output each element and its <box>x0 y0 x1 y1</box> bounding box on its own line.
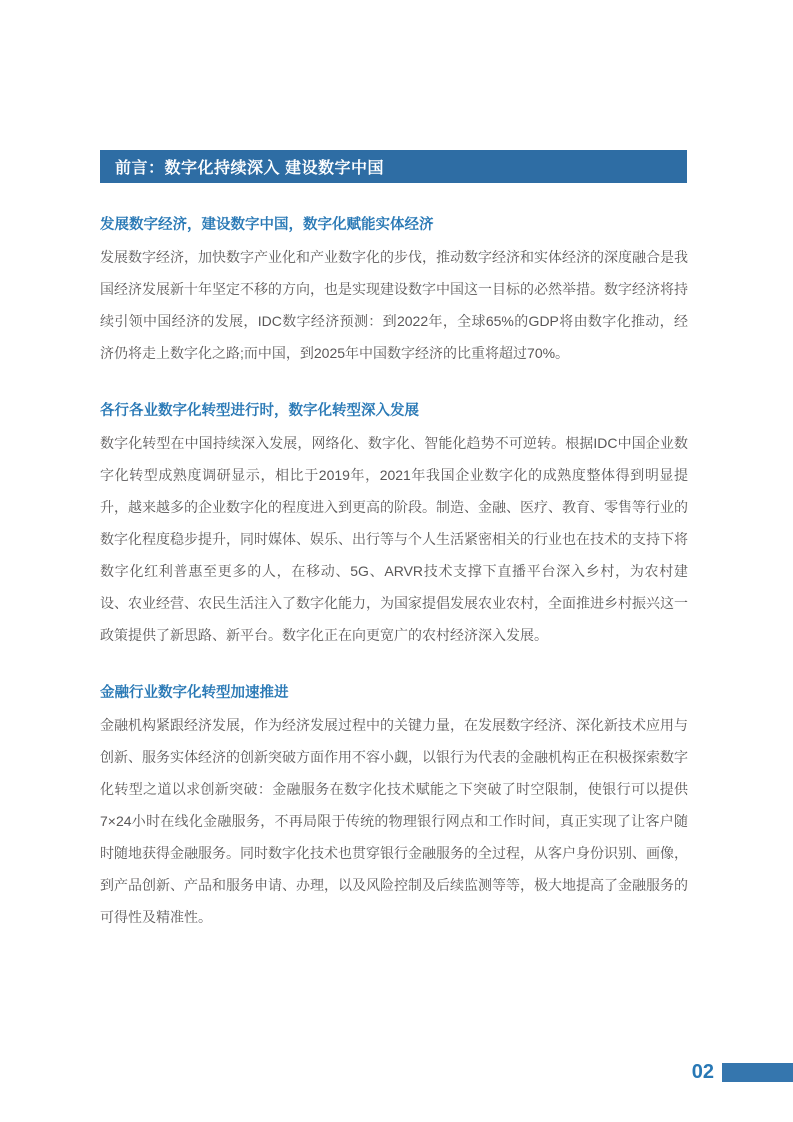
section-industry-transformation <box>100 401 688 651</box>
section-heading: 各行各业数字化转型进行时，数字化转型深入发展 <box>100 403 419 419</box>
page-footer <box>692 1061 793 1083</box>
chapter-banner-title: 前言：数字化持续深入 建设数字中国 <box>115 160 384 177</box>
section-paragraph: 金融机构紧跟经济发展，作为经济发展过程中的关键力量，在发展数字经济、深化新技术应用与创新、服务实体经济的创新突破方面作用不容小觑，以银行为代表的金融机构正在积极探索数字化转型之道以求创新突破：金融服务在数字化技术赋能之下突破了时空限制，使银行可以提供7×24小时在线化金融服务，不再局限于传统的物理银行网点和工作时间，真正实现了让客户随时随地获得金融服务。同时数字化技术也贯穿银行金融服务的全过程，从客户身份识别、画像，到产品创新、产品和服务申请、办理，以及风险控制及后续监测等等，极大地提高了金融服务的可得性及精准性。 <box>100 717 688 925</box>
page-content <box>100 183 688 933</box>
section-heading: 发展数字经济，建设数字中国，数字化赋能实体经济 <box>100 217 434 233</box>
section-paragraph: 数字化转型在中国持续深入发展，网络化、数字化、智能化趋势不可逆转。根据IDC中国企业数字化转型成熟度调研显示，相比于2019年，2021年我国企业数字化的成熟度整体得到明显提升，越来越多的企业数字化的程度进入到更高的阶段。制造、金融、医疗、教育、零售等行业的数字化程度稳步提升，同时媒体、娱乐、出行等与个人生活紧密相关的行业也在技术的支持下将数字化红利普惠至更多的人，在移动、5G、ARVR技术支撑下直播平台深入乡村，为农村建设、农业经营、农民生活注入了数字化能力，为国家提倡发展农业农村，全面推进乡村振兴这一政策提供了新思路、新平台。数字化正在向更宽广的农村经济深入发展。 <box>100 435 688 643</box>
footer-accent-bar <box>722 1063 793 1082</box>
section-heading: 金融行业数字化转型加速推进 <box>100 685 289 701</box>
page-number: 02 <box>691 1061 714 1083</box>
section-paragraph: 发展数字经济，加快数字产业化和产业数字化的步伐，推动数字经济和实体经济的深度融合是我国经济发展新十年坚定不移的方向，也是实现建设数字中国这一目标的必然举措。数字经济将持续引领中国经济的发展，IDC数字经济预测：到2022年，全球65%的GDP将由数字化推动，经济仍将走上数字化之路;而中国，到2025年中国数字经济的比重将超过70%。 <box>100 249 688 361</box>
section-digital-economy <box>100 215 688 369</box>
chapter-banner <box>100 150 687 183</box>
section-finance-transformation <box>100 683 688 933</box>
